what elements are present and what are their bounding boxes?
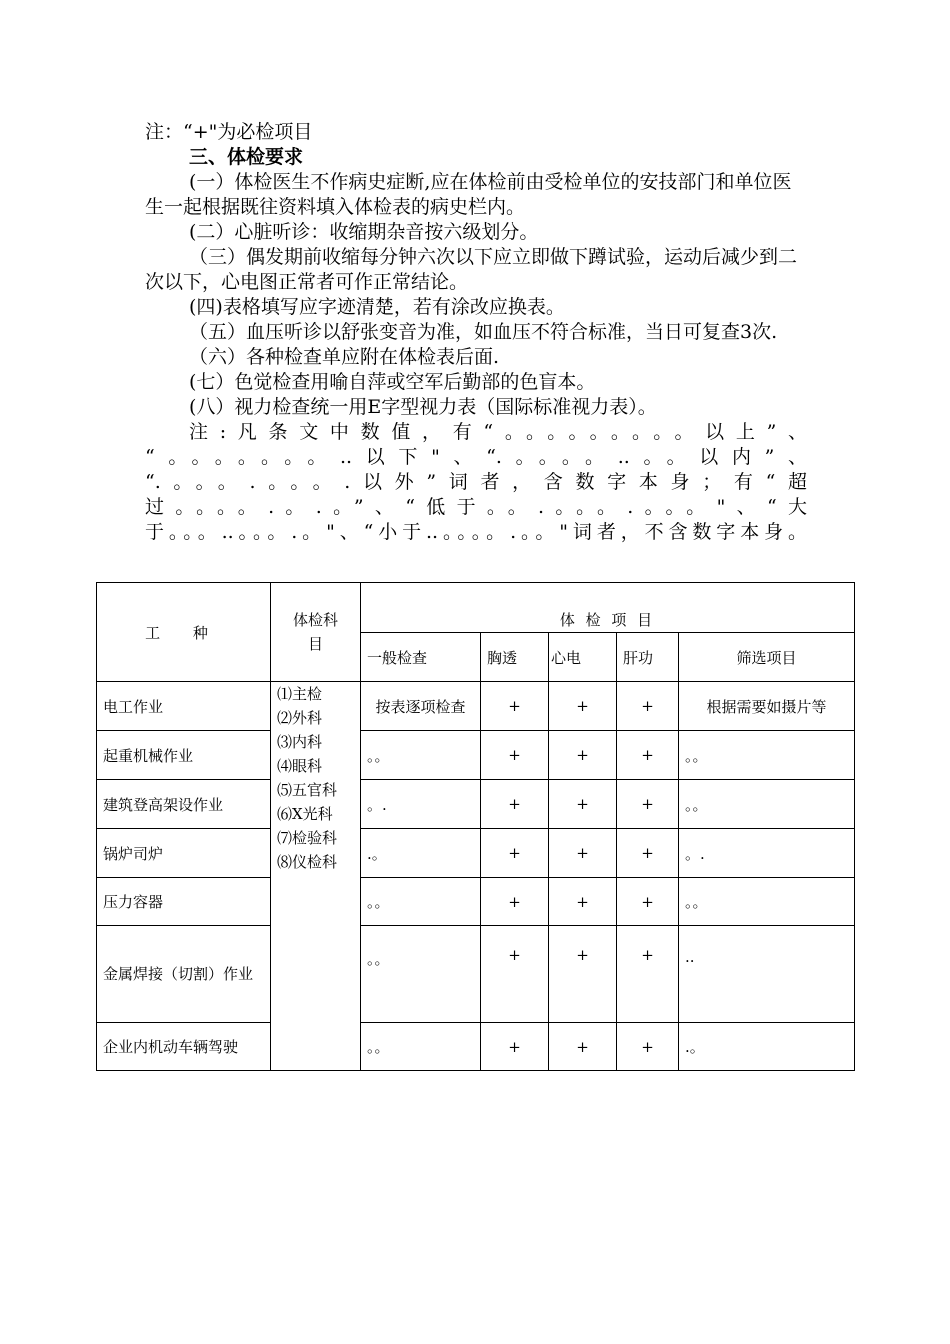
requirement-7: (七）色觉检查用喻自萍或空军后勤部的色盲本。 (189, 371, 596, 393)
general-check-cell: 。。 (361, 1023, 481, 1071)
ecg-cell: + (549, 878, 617, 926)
requirement-5: （五）血压听诊以舒张变音为准，如血压不符合标准，当日可复查3次. (189, 321, 778, 343)
job-type-header: 工 种 (97, 583, 271, 682)
screening-cell: 。。 (679, 780, 855, 829)
numeric-note-line: 于。。。..。。。.。"、“小于..。。。。.。。"词者，不含数字本身。 (145, 521, 807, 543)
subject-item: ⑻仪检科 (277, 853, 338, 871)
exam-items-table (96, 582, 855, 1071)
job-type-cell: 电工作业 (97, 682, 271, 731)
liver-function-cell: + (617, 682, 679, 731)
requirement-1: (一）体检医生不作病史症断,应在体检前由受检单位的安技部门和单位医生一起根据既往资料填入体检表的病史栏内。 (145, 171, 792, 218)
ecg-cell: + (549, 1023, 617, 1071)
general-check-cell: 。。 (361, 926, 481, 1023)
screening-cell: 。。 (679, 878, 855, 926)
ecg-cell: + (549, 682, 617, 731)
job-type-cell: 压力容器 (97, 878, 271, 926)
chest-xray-cell: + (481, 926, 549, 1023)
job-type-cell: 建筑登高架设作业 (97, 780, 271, 829)
job-type-cell: 锅炉司炉 (97, 829, 271, 878)
screening-cell: .. (679, 926, 855, 1023)
subject-item: ⑷眼科 (277, 757, 323, 775)
subject-item: ⑶内科 (277, 733, 323, 751)
subject-item: ⑵外科 (277, 709, 323, 727)
ecg-cell: + (549, 829, 617, 878)
chest-xray-header: 胸透 (481, 633, 549, 682)
screening-cell: 。。 (679, 731, 855, 780)
chest-xray-cell: + (481, 1023, 549, 1071)
liver-function-header: 肝功 (617, 633, 679, 682)
general-check-header: 一般检查 (361, 633, 481, 682)
subject-item: ⑺检验科 (277, 829, 338, 847)
general-check-cell: .。 (361, 829, 481, 878)
requirement-4: (四)表格填写应字迹清楚，若有涂改应换表。 (189, 296, 565, 318)
screening-cell: .。 (679, 1023, 855, 1071)
requirement-8: (八）视力检查统一用E字型视力表（国际标准视力表）。 (189, 396, 657, 418)
liver-function-cell: + (617, 926, 679, 1023)
chest-xray-cell: + (481, 878, 549, 926)
required-items-note: 注：“+"为必检项目 (145, 121, 313, 143)
liver-function-cell: + (617, 829, 679, 878)
chest-xray-cell: + (481, 731, 549, 780)
general-check-cell: 。。 (361, 731, 481, 780)
screening-header: 筛选项目 (679, 633, 855, 682)
chest-xray-cell: + (481, 682, 549, 731)
numeric-note-line: “.。。。.。。。.以外”词者，含数字本身；有“超 (145, 471, 807, 493)
subject-item: ⑸五官科 (277, 781, 338, 799)
numeric-note-line: 过。。。。.。.。”、“低于。。.。。。.。。。"、“大 (145, 496, 807, 518)
numeric-note-line: 注:凡条文中数值，有“。。。。。。。。。以上”、 (189, 421, 807, 443)
requirement-6: （六）各种检查单应附在体检表后面. (189, 346, 500, 368)
job-type-cell: 起重机械作业 (97, 731, 271, 780)
subject-item: ⑹X光科 (277, 805, 333, 823)
screening-cell: 根据需要如摄片等 (679, 682, 855, 731)
chest-xray-cell: + (481, 780, 549, 829)
general-check-cell: 。。 (361, 878, 481, 926)
liver-function-cell: + (617, 780, 679, 829)
document-body (145, 120, 807, 545)
liver-function-cell: + (617, 878, 679, 926)
chest-xray-cell: + (481, 829, 549, 878)
screening-cell: 。. (679, 829, 855, 878)
ecg-cell: + (549, 731, 617, 780)
ecg-cell: + (549, 926, 617, 1023)
numeric-note (145, 420, 807, 545)
liver-function-cell: + (617, 731, 679, 780)
subjects-header: 体检科目 (271, 583, 361, 682)
job-type-cell: 金属焊接（切割）作业 (97, 926, 271, 1023)
ecg-cell: + (549, 780, 617, 829)
job-type-cell: 企业内机动车辆驾驶 (97, 1023, 271, 1071)
exam-items-header: 体 检 项 目 (361, 583, 855, 633)
requirement-3: （三）偶发期前收缩每分钟六次以下应立即做下蹲试验，运动后减少到二次以下，心电图正常者可作正常结论。 (145, 246, 798, 293)
exam-subjects-list (271, 682, 361, 1071)
general-check-cell: 。. (361, 780, 481, 829)
subject-item: ⑴主检 (277, 685, 323, 703)
ecg-header: 心电 (549, 633, 617, 682)
section-heading: 三、体检要求 (189, 146, 304, 168)
numeric-note-line: “。。。。。。。..以下"、“.。。。。..。。以内”、 (145, 446, 807, 468)
general-check-cell: 按表逐项检查 (361, 682, 481, 731)
liver-function-cell: + (617, 1023, 679, 1071)
requirement-2: (二）心脏听诊：收缩期杂音按六级划分。 (189, 221, 539, 243)
